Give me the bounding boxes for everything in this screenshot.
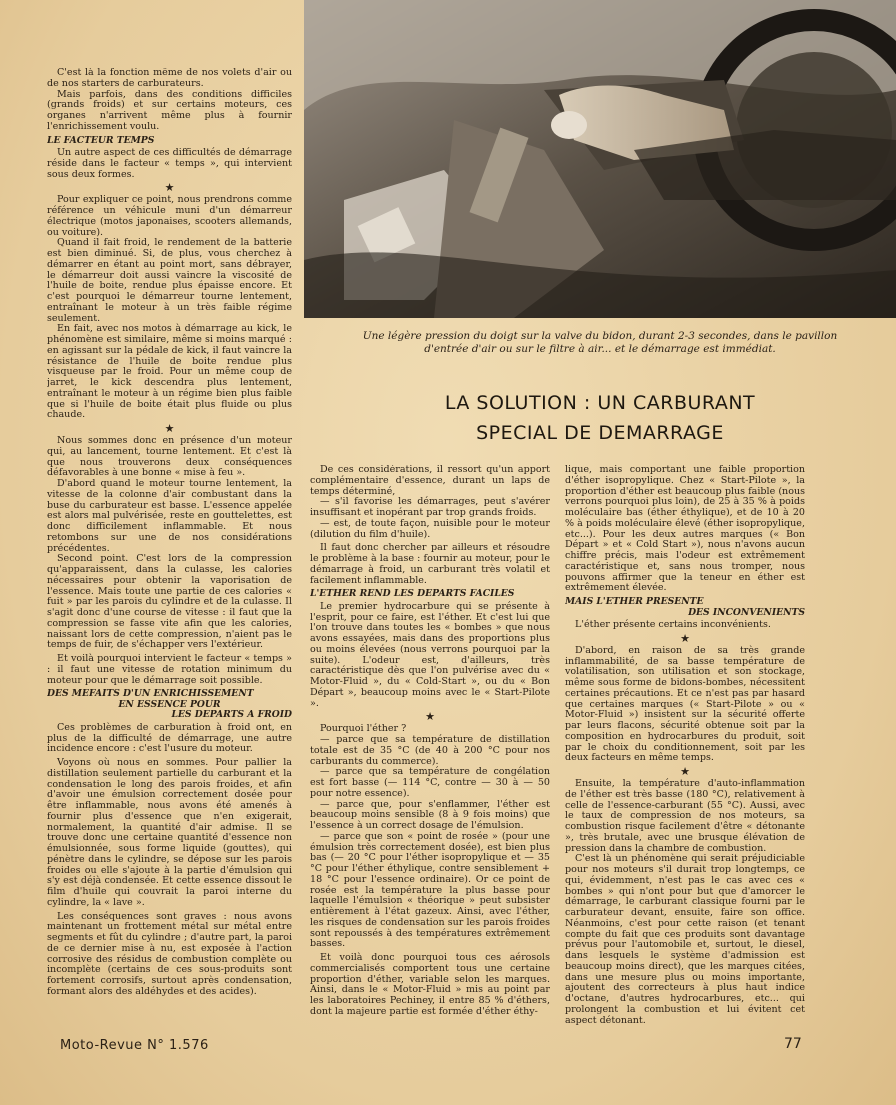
paragraph: Et voilà pourquoi intervient le facteur « temps » : il faut une vitesse de rotation minimum du moteur pour que le démarrage soit possible. [47, 653, 292, 686]
star-separator: ★ [164, 181, 175, 195]
paragraph: C'est là la fonction même de nos volets d'air ou de nos starters de carburateurs. [47, 68, 292, 89]
paragraph: C'est là un phénomène qui serait préjudiciable pour nos moteurs s'il durait trop longtemps, ce qui, évidemment, n'est pas le cas avec ces « bombes » qui n'ont pour but que d'amorcer le démarrage, le carburant classique fourni par le carburateur devant, ensuite, faire son office. Néanmoins, c'est pour cette raison (et tenant compte du fait que ces produits sont davantage prévus pour l'automobile et, surtout, le diesel, dans lesquels le système d'admission est beaucoup moins direct), que les marques citées, dans une mesure plus ou moins importante, ajoutent des correcteurs à plus haut indice d'octane, d'autres hydrocarbures, etc... qui prolongent la combustion et lui évitent cet aspect détonant. [565, 853, 805, 1026]
text-column-1 [47, 68, 292, 1048]
headline-line-2: SPECIAL DE DEMARRAGE [476, 422, 724, 444]
paragraph: L'éther présente certains inconvénients. [575, 619, 771, 630]
paragraph: — est, de toute façon, nuisible pour le moteur (dilution du film d'huile). [310, 517, 550, 540]
paragraph: D'abord quand le moteur tourne lentement, la vitesse de la colonne d'air combustant dans la buse du carburateur est basse. L'essence appelée est alors mal pulvérisée, reste en gouttelettes, est donc difficilement inflammable. Et nous retombons sur une de nos considérations précédentes. [47, 478, 292, 554]
paragraph: Et voilà donc pourquoi tous ces aérosols commercialisés comportent tous une certaine proportion d'éther, variable selon les marques. Ainsi, dans le « Motor-Fluid » mis au point par les laboratoires Pechiney, il entre 85 % d'éthers, dont la majeure partie est formée d'éther éthy- [310, 952, 550, 1017]
paragraph: Il faut donc chercher par ailleurs et résoudre le problème à la base : fournir au moteur, pour le démarrage à froid, un carburant très volatil et facilement inflammable. [310, 542, 550, 586]
paragraph: — parce que, pour s'enflammer, l'éther est beaucoup moins sensible (8 à 9 fois moins) que l'essence à un correct dosage de l'émulsion. [310, 798, 550, 831]
paragraph: Pour expliquer ce point, nous prendrons comme référence un véhicule muni d'un démarreur électrique (motos japonaises, scooters allemands, ou voiture). [47, 194, 292, 238]
paragraph: Second point. C'est lors de la compression qu'apparaissent, dans la culasse, les calories nécessaires pour obtenir la vaporisation de l'essence. Mais toute une partie de ces calories « fuit » par les parois du cylindre et de la culasse. Il s'agit donc d'une course de vitesse : il faut que la compression se fasse vite afin que les calories, naissant lors de cette compression, n'aient pas le temps de fuir, de s'échapper vers l'extérieur. [47, 553, 292, 651]
paragraph: Pourquoi l'éther ? [320, 723, 407, 735]
section-heading: DES MEFAITS D'UN ENRICHISSEMENT [47, 688, 254, 700]
section-heading: EN ESSENCE POUR [118, 698, 221, 710]
paragraph: — parce que sa température de distillation totale est de 35 °C (de 40 à 200 °C pour nos carburants du commerce). [310, 734, 550, 767]
paragraph: Ensuite, la température d'auto-inflammation de l'éther est très basse (180 °C), relativement à celle de l'essence-carburant (55 °C). Aussi, avec le taux de compression de nos moteurs, sa combustion risque facilement d'être « détonante », très brutale, avec une brusque élévation de pression dans la chambre de combustion. [565, 778, 805, 854]
paragraph: Nous sommes donc en présence d'un moteur qui, au lancement, tourne lentement. Et c'est là que nous trouverons deux conséquences défavorables à une bonne « mise à feu ». [47, 435, 292, 479]
text-column-2 [310, 465, 550, 1050]
star-separator: ★ [425, 710, 435, 724]
paragraph: Le premier hydrocarbure qui se présente à l'esprit, pour ce faire, est l'éther. Et c'est lui que l'on trouve dans toutes les « bombes » que nous avons essayées, mais dans des proportions plus ou moins élevées (nous verrons pourquoi par la suite). L'odeur est, d'ailleurs, très caractéristique dès que l'on pulvérise avec du « Motor-Fluid », du « Cold-Start », ou du « Bon Départ », beaucoup moins avec le « Start-Pilote ». [310, 600, 550, 709]
hand-aerosol-photo-image [304, 0, 896, 318]
text-column-3 [565, 465, 805, 1050]
paragraph: D'abord, en raison de sa très grande inflammabilité, de sa basse température de volatilisation, son utilisation et son stockage, même sous forme de bidons-bombes, nécessitent certaines précautions. Et ce n'est pas par hasard que certaines marques (« Start-Pilote » ou « Motor-Fluid ») insistent sur la sécurité offerte par leurs flacons, sécurité obtenue soit par la composition en hydrocarbures du produit, soit par le choix du conditionnement, soit par les deux facteurs en même temps. [565, 644, 805, 764]
paragraph: Voyons où nous en sommes. Pour pallier la distillation seulement partielle du carburant et la condensation le long des parois froides, et afin d'avoir une émulsion correctement dosée pour être inflammable, nous avons été amenés à fournir plus d'essence que n'en exigerait, normalement, la quantité d'air admise. Il se trouve donc une certaine quantité d'essence non émulsionnée, sous forme liquide (gouttes), qui pénètre dans le cylindre, se dépose sur les parois froides ou elle s'ajoute à la partie d'émulsion qui s'y est déjà condensée. Et cette essence dissout le film d'huile qui couvrait la paroi interne du cylindre, la « lave ». [47, 757, 292, 908]
paragraph: De ces considérations, il ressort qu'un apport complémentaire d'essence, durant un laps de temps déterminé, [310, 465, 550, 497]
paragraph: — s'il favorise les démarrages, peut s'avérer insuffisant et inopérant par trop grands froids. [310, 496, 550, 518]
star-separator: ★ [680, 631, 690, 645]
section-heading: L'ETHER REND LES DEPARTS FACILES [310, 588, 515, 600]
section-heading: MAIS L'ETHER PRESENTE [565, 596, 704, 607]
paragraph: Quand il fait froid, le rendement de la batterie est bien diminué. Si, de plus, vous cherchez à démarrer en étant au point mort, sans débrayer, le démarreur doit aussi vaincre la viscosité de l'huile de boite, rendue plus épaisse encore. Et c'est pourquoi le démarreur tourne lentement, entraînant le moteur à un très faible régime seulement. [47, 237, 292, 324]
paragraph: — parce que son « point de rosée » (pour une émulsion très correctement dosée), est bien plus bas (— 20 °C pour l'éther isopropylique et — 35 °C pour l'éther éthylique, contre sensiblement + 18 °C pour l'essence ordinaire). Or ce point de rosée est la température la plus basse pour laquelle l'émulsion « théorique » peut subsister entièrement à l'état gazeux. Ainsi, avec l'éther, les risques de condensation sur les parois froides sont repoussés à des températures extrêmement basses. [310, 830, 550, 950]
paragraph: Un autre aspect de ces difficultés de démarrage réside dans le facteur « temps », qui intervient sous deux formes. [47, 147, 292, 180]
section-heading: LES DEPARTS A FROID [171, 709, 292, 721]
paragraph: lique, mais comportant une faible proportion d'éther isopropylique. Chez « Start-Pilote », la proportion d'éther est beaucoup plus faible (nous verrons pourquoi plus loin), de 25 à 35 % à poids moléculaire bas (éther éthylique), et de 10 à 20 % à poids moléculaire élevé (éther isopropylique, etc...). Pour les deux autres marques (« Bon Départ » et « Cold Start »), nous n'avons aucun chiffre précis, mais l'odeur est extrêmement caractéristique et, sans nous tromper, nous pouvons affirmer que la teneur en éther est extrêmement élevée. [565, 465, 805, 594]
section-heading: DES INCONVENIENTS [688, 606, 805, 618]
star-separator: ★ [680, 765, 690, 778]
paragraph: Ces problèmes de carburation à froid ont, en plus de la difficulté de démarrage, une autre incidence encore : c'est l'usure du moteur. [47, 721, 292, 755]
photo-caption: Une légère pression du doigt sur la valve du bidon, durant 2-3 secondes, dans le pavillon d'entrée d'air ou sur le filtre à air... et le démarrage est immédiat. [362, 330, 838, 355]
paragraph: Les conséquences sont graves : nous avons maintenant un frottement métal sur métal entre segments et fût du cylindre ; d'autre part, la paroi de ce dernier mise à nu, est exposée à l'action corrosive des résidus de combustion complète ou incomplète (certains de ces sous-produits sont fortement corrosifs, surtout après condensation, formant alors des aldéhydes et des acides). [47, 910, 292, 997]
article-headline [304, 388, 896, 448]
engine-photo [304, 0, 896, 318]
section-heading: LE FACTEUR TEMPS [47, 134, 155, 146]
paragraph: En fait, avec nos motos à démarrage au kick, le phénomène est similaire, même si moins marqué : en agissant sur la pédale de kick, il faut vaincre la résistance de l'huile de boite rendue plus visqueuse par le froid. Pour un même coup de jarret, le kick descendra plus lentement, entraînant le moteur à un régime bien plus faible que si l'huile de boite était plus fluide ou plus chaude. [47, 323, 292, 421]
headline-line-1: LA SOLUTION : UN CARBURANT [444, 392, 756, 414]
paragraph: — parce que sa température de congélation est fort basse (— 114 °C, contre — 30 à — 50 pour notre essence). [310, 766, 550, 799]
page-number: 77 [784, 1036, 802, 1052]
paragraph: Mais parfois, dans des conditions difficiles (grands froids) et sur certains moteurs, ces organes n'arrivent même plus à fournir l'enrichissement voulu. [47, 88, 292, 132]
magazine-issue: Moto-Revue N° 1.576 [60, 1038, 209, 1053]
star-separator: ★ [164, 422, 175, 435]
